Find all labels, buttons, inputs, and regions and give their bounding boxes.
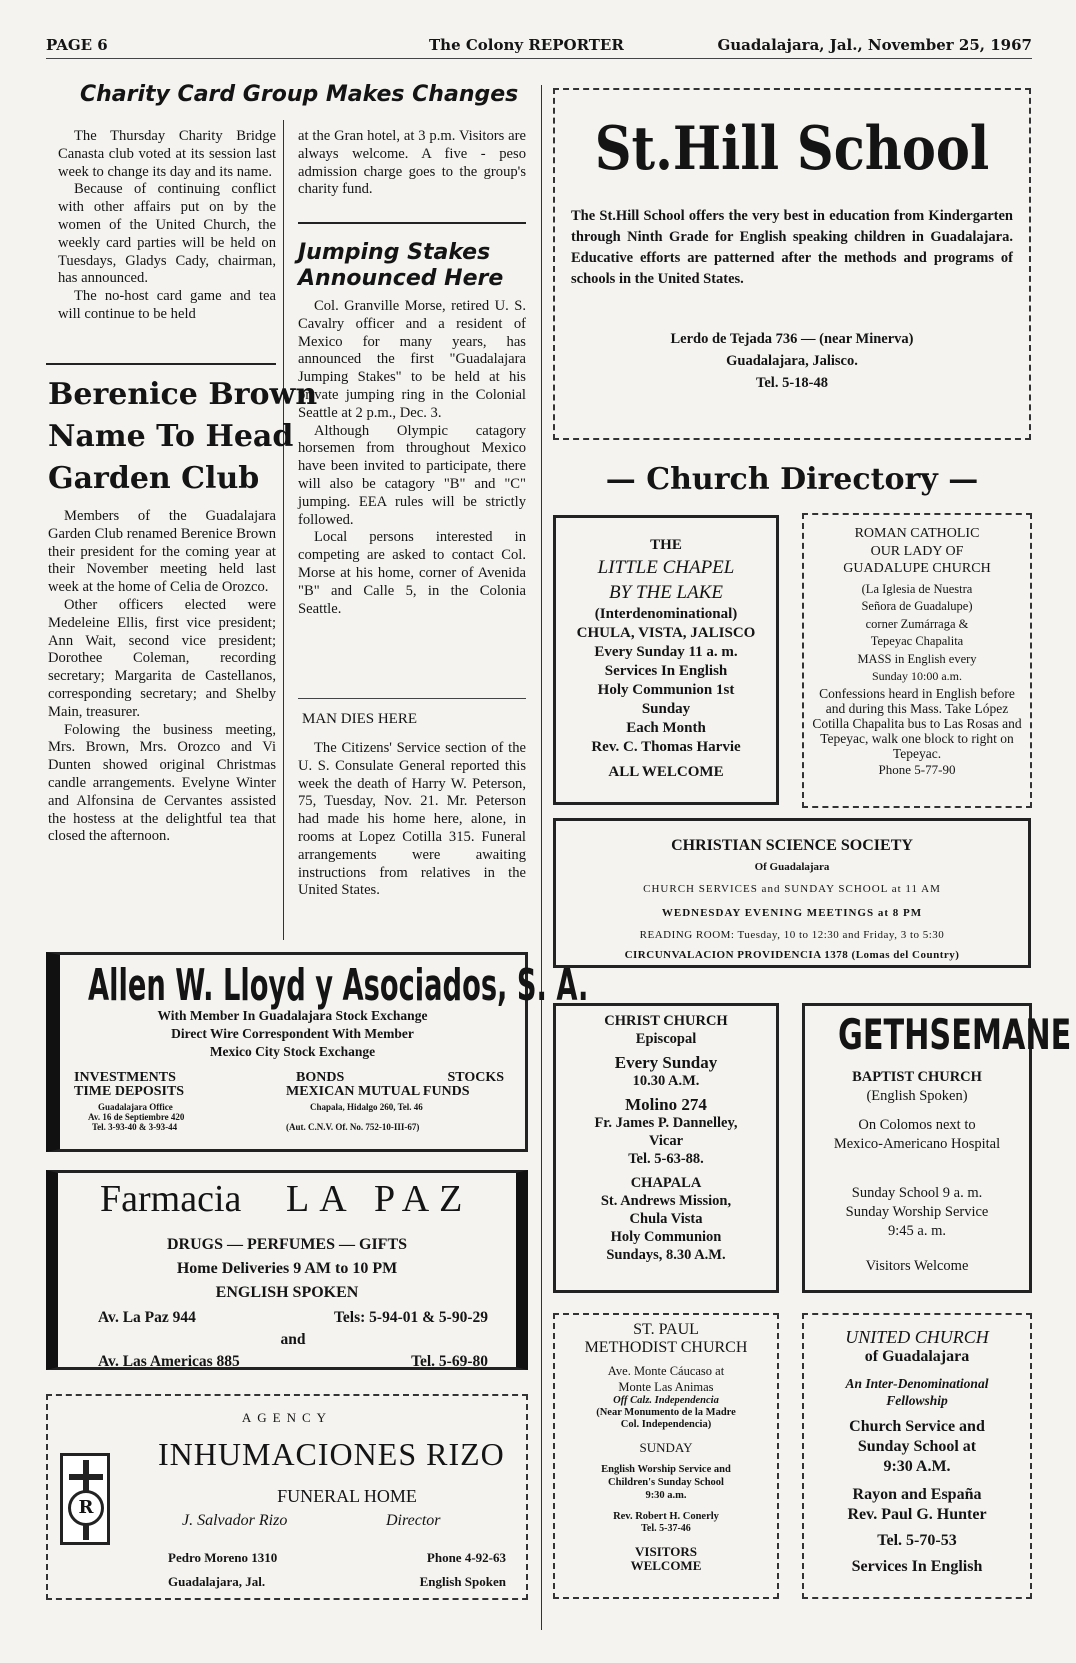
text-line: Mexico City Stock Exchange <box>209 1044 376 1059</box>
farmacia-title: Farmacia <box>100 1178 242 1220</box>
address-line: Lerdo de Tejada 736 — (near Minerva) <box>670 331 914 347</box>
cs-line: READING ROOM: Tuesday, 10 to 12:30 and Friday, 3 to 5:30 <box>639 929 945 941</box>
charity-col1 <box>58 128 276 324</box>
text-line: Fr. James P. Dannelley, <box>594 1115 738 1131</box>
address-line: Guadalajara, Jalisco. <box>726 353 858 369</box>
stpaul-text <box>555 1321 777 1573</box>
text-line: Holy Communion <box>610 1229 722 1245</box>
stpaul-ad <box>553 1313 779 1599</box>
jumping-body <box>298 298 526 618</box>
text-line: Each Month <box>626 720 706 736</box>
sthill-address <box>555 328 1029 394</box>
phone: Phone 5-77-90 <box>878 761 956 777</box>
charity-headline: Charity Card Group Makes Changes <box>80 82 519 107</box>
text-line: Av. 16 de Septiembre 420 <box>88 1112 185 1122</box>
lloyd-right <box>286 1071 504 1132</box>
lloyd-ad <box>46 952 589 1152</box>
christian-science-ad <box>553 818 1031 968</box>
headline-line: Garden Club <box>48 461 260 496</box>
text-line: Sunday School 9 a. m. <box>851 1185 983 1201</box>
rizo-role: Director <box>386 1512 441 1529</box>
text-line: Rev. C. Thomas Harvie <box>591 739 741 755</box>
text-line: ROMAN CATHOLIC <box>854 526 980 541</box>
phone: Tel. 5-70-53 <box>877 1532 957 1549</box>
text-line: Tel. 3-93-40 & 3-93-44 <box>92 1122 178 1132</box>
text-line: VISITORS <box>635 1544 697 1559</box>
text-line: Episcopal <box>635 1031 697 1047</box>
text-line: Mexico-Americano Hospital <box>833 1136 1001 1152</box>
paragraph: at the Gran hotel, at 3 p.m. Visitors are always welcome. A five - peso admission charge goes to the group's charity fund. <box>298 128 526 198</box>
text-line: Guadalajara Office <box>98 1102 173 1112</box>
text-line: 10.30 A.M. <box>632 1073 700 1089</box>
rizo-title: INHUMACIONES RIZO <box>158 1436 505 1472</box>
chapel-text <box>556 536 776 782</box>
text-line: Confessions heard in English before and during this Mass. Take López Cotilla Chapalita bus to Las Rosas and Tepeyac, walk one block to right on Tepeyac. <box>812 685 1022 761</box>
text-line: Holy Communion 1st <box>597 682 735 698</box>
paragraph: Col. Granville Morse, retired U. S. Cavalry officer and a resident of Mexico for many years, has announced the first "Guadalajara Jumping Stakes" to be held at his private jumping ring in the Colonial Seattle at 2 p.m., Dec. 3. <box>298 298 526 421</box>
text-line: Rayon and España <box>852 1486 982 1503</box>
text-line: Sunday <box>641 701 691 717</box>
text-line: Sunday Worship Service <box>845 1204 989 1220</box>
text-line: DRUGS — PERFUMES — GIFTS <box>166 1236 408 1253</box>
text-line: 9:45 a. m. <box>888 1223 946 1239</box>
text-line: Fellowship <box>886 1393 948 1408</box>
column-rule <box>283 120 284 940</box>
text-line: Every Sunday 11 a. m. <box>594 644 738 660</box>
paragraph: The Thursday Charity Bridge Canasta club voted at its session last week to change its day and its name. <box>58 128 276 180</box>
lloyd-title: Allen W. Lloyd y Asociados, S. A. <box>88 960 589 1011</box>
text-line: Vicar <box>648 1133 684 1149</box>
lloyd-left <box>74 1071 184 1132</box>
text-line: BY THE LAKE <box>608 582 724 603</box>
text-line: Services In English <box>851 1558 983 1575</box>
geth-title: GETHSEMANE <box>838 1010 1072 1059</box>
little-chapel-ad <box>553 515 779 805</box>
church-directory-title: — Church Directory — <box>605 462 979 497</box>
address-line: Av. Las Americas 885 <box>98 1353 240 1370</box>
text-line: Sunday School at <box>857 1438 977 1455</box>
text-line: (Aut. C.N.V. Of. No. 752-10-III-67) <box>286 1122 420 1132</box>
text-line: St. Andrews Mission, <box>600 1193 732 1209</box>
rizo-sub: FUNERAL HOME <box>277 1486 417 1506</box>
page-header <box>46 32 1032 59</box>
berenice-headline <box>48 374 317 500</box>
rizo-agency: AGENCY <box>241 1410 333 1425</box>
farmacia-title2: LA PAZ <box>286 1178 473 1220</box>
text-line: and <box>280 1331 306 1348</box>
farmacia-addresses <box>98 1307 488 1373</box>
sthill-title: St.Hill School <box>594 114 990 184</box>
paragraph: The Citizens' Service section of the U. S. Consulate General reported this week the death of Harry W. Peterson, 75, Tuesday, Nov. 21. Mr. Peterson had made his home here, alone, in rooms at Lopez Cotilla 315. Funeral arrangements were awaiting instructions from relatives in the United States. <box>298 740 526 899</box>
sthill-body: The St.Hill School offers the very best in education from Kindergarten through Ninth Grade for English speaking children in Guadalajara. Educative efforts are patterned after the methods and programs of schools in the United States. <box>571 208 1013 287</box>
text-line: MASS in English every <box>857 651 977 666</box>
cs-title: CHRISTIAN SCIENCE SOCIETY <box>671 837 913 854</box>
paragraph: Other officers elected were Medeleine Ellis, first vice president; Ann Wait, second vice president; Dorothee Coleman, recording secretary; Margarita de Castellanos, corresponding secretary; and Shelby Main, treasurer. <box>48 596 276 720</box>
mandies-body <box>298 740 526 900</box>
column-rule <box>541 85 542 1630</box>
rizo-contact <box>168 1546 506 1594</box>
text-line: Chapala, Hidalgo 260, Tel. 46 <box>310 1102 423 1112</box>
cs-line: WEDNESDAY EVENING MEETINGS at 8 PM <box>661 907 923 919</box>
text-line: corner Zumárraga & <box>865 616 969 631</box>
rizo-name: J. Salvador Rizo <box>182 1512 288 1529</box>
paragraph: The no-host card game and tea will continue to be held <box>58 288 276 322</box>
text-line: ALL WELCOME <box>608 764 724 780</box>
text-line: With Member In Guadalajara Stock Exchange <box>157 1008 428 1023</box>
text-line: Sunday 10:00 a.m. <box>872 669 962 683</box>
text-line: LITTLE CHAPEL <box>597 557 735 578</box>
text-line: CHULA, VISTA, JALISCO <box>576 625 756 641</box>
phone: Tel. 5-18-48 <box>756 375 828 391</box>
text-line: (La Iglesia de Nuestra <box>861 581 973 596</box>
gethsemane-ad <box>802 1003 1072 1293</box>
text-line: Rev. Robert H. Conerly <box>613 1511 719 1522</box>
text-line: GUADALUPE CHURCH <box>843 561 991 576</box>
text-line: Molino 274 <box>625 1095 707 1114</box>
divider <box>46 363 276 365</box>
text-line: ST. PAUL <box>633 1321 699 1338</box>
cs-sub: Of Guadalajara <box>754 861 830 873</box>
address-line: Pedro Moreno 1310 <box>168 1550 278 1565</box>
text-line: Every Sunday <box>614 1053 718 1072</box>
mandies-headline: MAN DIES HERE <box>302 711 417 727</box>
text-line: Señora de Guadalupe) <box>861 599 973 613</box>
headline-line: Berenice Brown <box>48 377 318 412</box>
headline-line: Name To Head <box>48 419 294 454</box>
rizo-ad <box>46 1394 528 1600</box>
divider <box>298 222 526 224</box>
text-line: METHODIST CHURCH <box>584 1339 748 1356</box>
text-line: Church Service and <box>849 1418 985 1435</box>
sthill-ad <box>553 88 1031 440</box>
text-line: TIME DEPOSITS <box>74 1084 185 1099</box>
text-line: SUNDAY <box>639 1440 693 1455</box>
text-line: (Near Monumento de la Madre <box>596 1407 736 1418</box>
united-text <box>804 1327 1030 1577</box>
cs-line: CHURCH SERVICES and SUNDAY SCHOOL at 11 AM <box>643 883 941 895</box>
united-church-ad <box>802 1313 1032 1599</box>
christ-church-ad <box>553 1003 779 1293</box>
paragraph: Although Olympic catagory horsemen from throughout Mexico have been invited to participate, there will also be catagory "B" and "C" jumping. EEA rules will be strictly followed. <box>298 422 526 528</box>
text-line: WELCOME <box>630 1558 702 1573</box>
address-line: Guadalajara, Jal. <box>168 1574 266 1589</box>
geth-text <box>805 1010 1072 1276</box>
text-line: STOCKS <box>447 1070 504 1085</box>
text-line: Direct Wire Correspondent With Member <box>171 1026 414 1041</box>
charity-col2 <box>298 128 526 199</box>
text-line: Services In English <box>604 663 728 679</box>
text-line: of Guadalajara <box>864 1348 970 1365</box>
text-line: 9:30 a.m. <box>645 1490 687 1501</box>
text-line: Tepeyac Chapalita <box>870 634 964 648</box>
text-line: BAPTIST CHURCH <box>852 1069 982 1085</box>
headline-line: Jumping Stakes <box>298 240 491 265</box>
paragraph: Folowing the business meeting, Mrs. Brown, Mrs. Orozco and Vi Dunten showed original Christmas candle arrangements. Evelyne Winter and Alfonsina de Cervantes assisted the hostess at the delightful tea that closed the afternoon. <box>48 721 276 845</box>
text-line: Home Deliveries 9 AM to 10 PM <box>176 1260 398 1277</box>
text-line: On Colomos next to <box>858 1117 976 1133</box>
text-line: English Spoken <box>419 1574 506 1589</box>
farmacia-lines <box>58 1233 516 1305</box>
berenice-body <box>48 508 276 846</box>
headline-line: Announced Here <box>298 266 504 291</box>
page-number: PAGE 6 <box>46 36 108 54</box>
text-line: BONDS <box>296 1070 345 1085</box>
paragraph: Because of continuing conflict with other affairs put on by the women of the United Church, the weekly card parties will be held on Tuesdays, Gladys Cady, chairman, has announced. <box>58 181 276 287</box>
text-line: Monte Las Animas <box>618 1380 714 1394</box>
text-line: Col. Independencia) <box>620 1419 712 1430</box>
text-line: Children's Sunday School <box>608 1477 724 1488</box>
text-line: 9:30 A.M. <box>883 1458 951 1475</box>
phone: Tels: 5-94-01 & 5-90-29 <box>334 1309 488 1326</box>
text-line: OUR LADY OF <box>870 543 964 559</box>
lloyd-desc <box>60 1007 525 1061</box>
text-line: INVESTMENTS <box>74 1070 176 1085</box>
paragraph: Members of the Guadalajara Garden Club renamed Berenice Brown their president for the coming year at their November meeting held last week at the home of Celia de Orozco. <box>48 508 276 596</box>
text-line: English Worship Service and <box>601 1464 731 1475</box>
text-line: Ave. Monte Cáucaso at <box>607 1364 725 1378</box>
dateline: Guadalajara, Jal., November 25, 1967 <box>717 36 1032 54</box>
text-line: (English Spoken) <box>866 1088 968 1104</box>
text-line: UNITED CHURCH <box>845 1327 989 1347</box>
text-line: Off Calz. Independencia <box>613 1395 719 1406</box>
text-line: CHRIST CHURCH <box>604 1013 728 1029</box>
christ-text <box>556 1012 776 1264</box>
cross-horizontal <box>69 1474 103 1480</box>
paragraph: Local persons interested in competing are asked to contact Col. Morse at his home, corner of Avenida "B" and Calle 5, in the Colonia Seattle. <box>298 529 526 617</box>
phone: Tel. 5-69-80 <box>411 1353 488 1370</box>
paper-name: The Colony REPORTER <box>429 36 624 54</box>
text-line: ENGLISH SPOKEN <box>215 1284 359 1301</box>
text-line: THE <box>650 537 682 553</box>
text-line: An Inter-Denominational <box>845 1376 989 1391</box>
catholic-church-ad <box>802 513 1032 808</box>
text-line: Rev. Paul G. Hunter <box>847 1506 987 1523</box>
phone: Tel. 5-63-88. <box>628 1151 704 1167</box>
address-line: Av. La Paz 944 <box>98 1309 196 1326</box>
farmacia-ad <box>46 1170 528 1370</box>
text-line: CHAPALA <box>630 1175 702 1191</box>
text-line: (Interdenominational) <box>594 606 738 622</box>
jumping-headline <box>298 240 503 292</box>
text-line: Sundays, 8.30 A.M. <box>606 1247 726 1263</box>
phone: Phone 4-92-63 <box>426 1550 506 1565</box>
catholic-text <box>810 525 1024 778</box>
text-line: Chula Vista <box>629 1211 703 1227</box>
divider <box>298 698 526 699</box>
rizo-logo-letter: R <box>68 1490 104 1526</box>
text-line: Visitors Welcome <box>865 1258 969 1274</box>
rizo-cross-logo-icon <box>60 1453 110 1545</box>
text-line: MEXICAN MUTUAL FUNDS <box>286 1084 470 1099</box>
cs-line: CIRCUNVALACION PROVIDENCIA 1378 (Lomas del Country) <box>624 949 960 961</box>
phone: Tel. 5-37-46 <box>641 1523 691 1534</box>
